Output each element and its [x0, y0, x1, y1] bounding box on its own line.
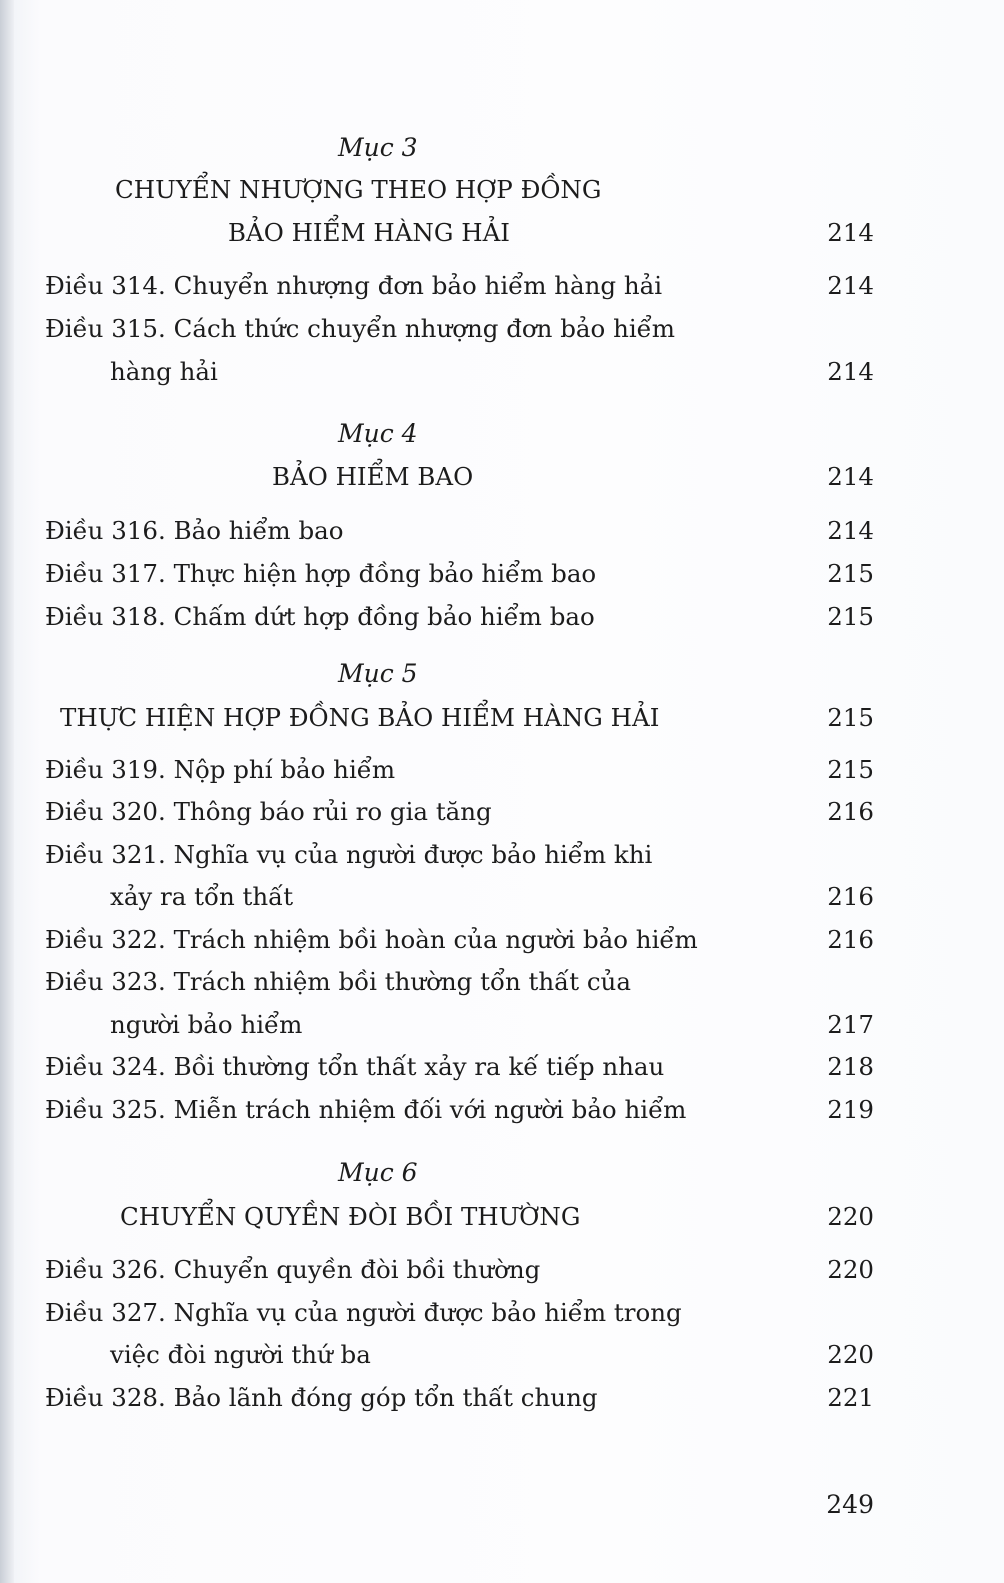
- page-number: 214: [827, 516, 874, 545]
- page-number: 216: [827, 882, 874, 911]
- toc-entry: [0, 920, 1004, 960]
- toc-entry: [0, 554, 1004, 594]
- toc-entry: [0, 1047, 1004, 1087]
- section-label: Mục 4: [338, 419, 418, 448]
- entry-text: Điều 316. Bảo hiểm bao: [45, 516, 344, 545]
- page-number: 215: [827, 703, 874, 732]
- entry-text: Điều 323. Trách nhiệm bồi thường tổn thất của: [45, 967, 631, 996]
- section-title-line: [0, 457, 1004, 497]
- entry-text: Điều 319. Nộp phí bảo hiểm: [45, 755, 396, 784]
- toc-entry: [0, 1378, 1004, 1418]
- toc-entry: [0, 835, 1004, 875]
- section-heading: [0, 1153, 1004, 1193]
- section-label: Mục 6: [338, 1158, 418, 1187]
- entry-text: Điều 322. Trách nhiệm bồi hoàn của người bảo hiểm: [45, 925, 698, 954]
- page-number: 214: [827, 271, 874, 300]
- entry-text: việc đòi người thứ ba: [110, 1340, 371, 1369]
- entry-text: Điều 326. Chuyển quyền đòi bồi thường: [45, 1255, 541, 1284]
- toc-entry: [0, 309, 1004, 349]
- section-title-line: [0, 698, 1004, 738]
- section-title-line: [0, 1197, 1004, 1237]
- entry-text: hàng hải: [110, 357, 218, 386]
- section-title-line: [0, 213, 1004, 253]
- toc-entry-continuation: [0, 877, 1004, 917]
- toc-entry: [0, 792, 1004, 832]
- section-label: Mục 3: [338, 133, 418, 162]
- toc-entry: [0, 266, 1004, 306]
- entry-text: Điều 328. Bảo lãnh đóng góp tổn thất chung: [45, 1383, 598, 1412]
- section-title: THỰC HIỆN HỢP ĐỒNG BẢO HIỂM HÀNG HẢI: [60, 703, 660, 732]
- toc-entry: [0, 1293, 1004, 1333]
- toc-entry: [0, 1090, 1004, 1130]
- toc-entry: [0, 1250, 1004, 1290]
- section-heading: [0, 654, 1004, 694]
- page-number: 214: [827, 462, 874, 491]
- page-number: 217: [827, 1010, 874, 1039]
- toc-entry: [0, 962, 1004, 1002]
- page-number: 215: [827, 559, 874, 588]
- page-number: 220: [827, 1202, 874, 1231]
- entry-text: Điều 324. Bồi thường tổn thất xảy ra kế tiếp nhau: [45, 1052, 665, 1081]
- entry-text: Điều 325. Miễn trách nhiệm đối với người bảo hiểm: [45, 1095, 687, 1124]
- page-number: 216: [827, 925, 874, 954]
- entry-text: Điều 327. Nghĩa vụ của người được bảo hiểm trong: [45, 1298, 682, 1327]
- toc-entry-continuation: [0, 352, 1004, 392]
- toc-entry-continuation: [0, 1005, 1004, 1045]
- page-number: 220: [827, 1340, 874, 1369]
- page-footer-number: 249: [826, 1490, 874, 1519]
- page-number: 220: [827, 1255, 874, 1284]
- page-number: 221: [827, 1383, 874, 1412]
- entry-text: Điều 318. Chấm dứt hợp đồng bảo hiểm bao: [45, 602, 595, 631]
- page-number: 216: [827, 797, 874, 826]
- toc-entry: [0, 750, 1004, 790]
- section-label: Mục 5: [338, 659, 418, 688]
- entry-text: Điều 314. Chuyển nhượng đơn bảo hiểm hàng hải: [45, 271, 663, 300]
- toc-entry: [0, 511, 1004, 551]
- section-title: BẢO HIỂM HÀNG HẢI: [228, 218, 510, 247]
- page-number: 214: [827, 218, 874, 247]
- toc-entry-continuation: [0, 1335, 1004, 1375]
- entry-text: Điều 320. Thông báo rủi ro gia tăng: [45, 797, 492, 826]
- section-heading: [0, 128, 1004, 168]
- page-number: 214: [827, 357, 874, 386]
- page-number: 215: [827, 602, 874, 631]
- section-title: CHUYỂN NHƯỢNG THEO HỢP ĐỒNG: [115, 175, 602, 204]
- section-title: CHUYỂN QUYỀN ĐÒI BỒI THƯỜNG: [120, 1202, 581, 1231]
- section-title: BẢO HIỂM BAO: [272, 462, 474, 491]
- entry-text: Điều 321. Nghĩa vụ của người được bảo hiểm khi: [45, 840, 653, 869]
- entry-text: xảy ra tổn thất: [110, 882, 294, 911]
- entry-text: người bảo hiểm: [110, 1010, 303, 1039]
- page-number: 219: [827, 1095, 874, 1124]
- section-title-line: [0, 170, 1004, 210]
- section-heading: [0, 414, 1004, 454]
- entry-text: Điều 315. Cách thức chuyển nhượng đơn bảo hiểm: [45, 314, 675, 343]
- toc-entry: [0, 597, 1004, 637]
- entry-text: Điều 317. Thực hiện hợp đồng bảo hiểm bao: [45, 559, 597, 588]
- page-number: 218: [827, 1052, 874, 1081]
- page-number: 215: [827, 755, 874, 784]
